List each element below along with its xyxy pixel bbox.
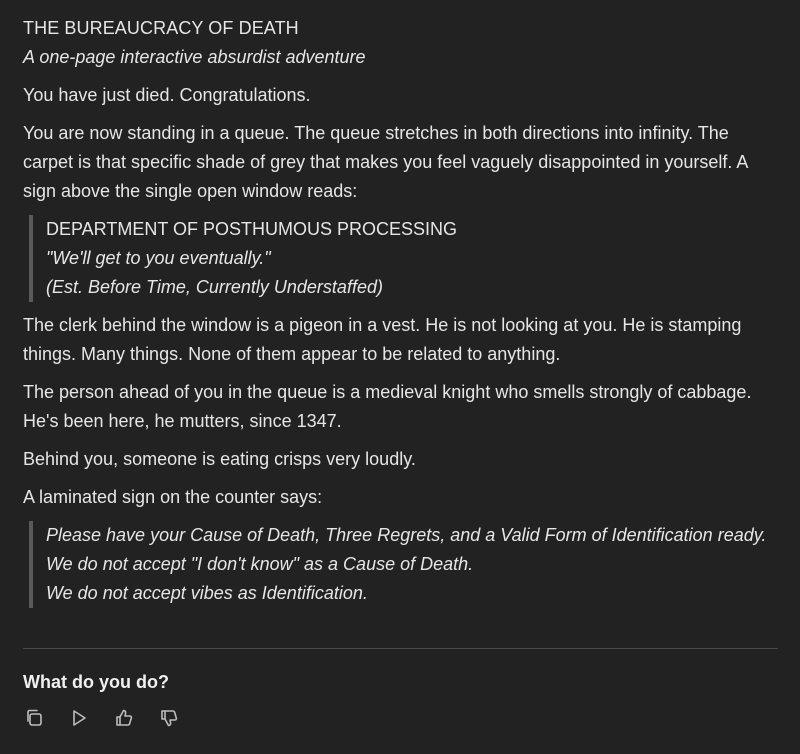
play-icon <box>69 708 89 728</box>
paragraph-queue: You are now standing in a queue. The queue stretches in both directions into infinity. The carpet is that specific shade of grey that makes you feel vaguely disappointed in yourself. A sign above the single open window reads: <box>23 123 748 201</box>
copy-icon <box>24 708 44 728</box>
thumbs-down-icon <box>159 708 179 728</box>
thumbs-down-button[interactable] <box>158 707 180 729</box>
paragraph-laminated-sign: A laminated sign on the counter says: <box>23 487 323 507</box>
story-title: THE BUREAUCRACY OF DEATH <box>23 18 299 38</box>
paragraph-crisps: Behind you, someone is eating crisps very loudly. <box>23 449 416 469</box>
message-actions <box>23 707 180 729</box>
laminated-sign-line-2: We do not accept "I don't know" as a Cause of Death. <box>46 554 474 574</box>
story-subtitle: A one-page interactive absurdist adventure <box>23 47 366 67</box>
story-message <box>23 14 778 617</box>
prompt-question: What do you do? <box>23 672 169 692</box>
divider <box>23 648 778 649</box>
department-sign-established: (Est. Before Time, Currently Understaffed) <box>46 277 383 297</box>
department-sign-quote <box>29 215 778 302</box>
thumbs-up-icon <box>114 708 134 728</box>
paragraph-knight: The person ahead of you in the queue is a medieval knight who smells strongly of cabbage. He's been here, he mutters, since 1347. <box>23 382 752 431</box>
copy-button[interactable] <box>23 707 45 729</box>
department-sign-motto: "We'll get to you eventually." <box>46 248 271 268</box>
thumbs-up-button[interactable] <box>113 707 135 729</box>
paragraph-clerk: The clerk behind the window is a pigeon in a vest. He is not looking at you. He is stamping things. Many things. None of them appear to be related to anything. <box>23 315 742 364</box>
laminated-sign-line-1: Please have your Cause of Death, Three Regrets, and a Valid Form of Identification ready. <box>46 525 767 545</box>
paragraph-death: You have just died. Congratulations. <box>23 85 311 105</box>
read-aloud-button[interactable] <box>68 707 90 729</box>
laminated-sign-line-3: We do not accept vibes as Identification. <box>46 583 368 603</box>
department-sign-heading: DEPARTMENT OF POSTHUMOUS PROCESSING <box>46 219 458 239</box>
laminated-sign-quote <box>29 521 778 608</box>
